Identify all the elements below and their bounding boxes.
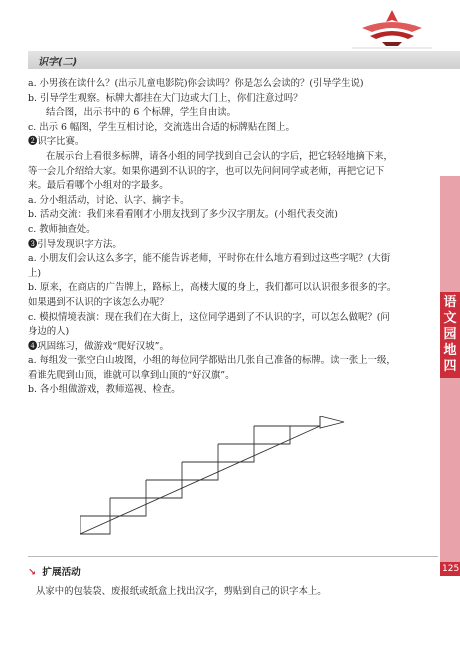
side-strip-bottom — [440, 378, 460, 562]
line-11: a. 小朋友们会认这么多字，能不能告诉老师，平时你在什么地方看到过这些字呢？(大街上) — [28, 253, 391, 279]
section-title: 识字(二) — [38, 57, 78, 68]
line-4: c. 出示 6 幅图，学生互相讨论，交流选出合适的标牌贴在图上。 — [28, 121, 295, 133]
page-number: 125 — [440, 562, 460, 576]
line-6: 在展示台上看很多标牌，请各小组的同学找到自己会认的字后，把它轻轻地摘下来，等一会儿介绍给大家。如果你遇到不认识的字，也可以先问问同学或老师，再把它记下来。最后看哪个小组对的字最多。 — [28, 150, 393, 192]
unit-char-1: 语 — [443, 295, 457, 310]
line-16: b. 各小组做游戏，教师巡视、检查。 — [28, 384, 181, 396]
line-13: c. 模拟情境表演：现在我们在大街上，这位同学遇到了不认识的字，可以怎么做呢？(问身边的人) — [28, 311, 390, 338]
line-3: 结合图，出示书中的 6 个标牌，学生自由读。 — [46, 107, 237, 119]
line-15: a. 每组发一张空白山坡图，小组的每位同学都贴出几张自己准备的标牌。读一张上一级，看谁先爬到山顶，谁就可以拿到山顶的“好汉旗”。 — [28, 355, 396, 381]
logo-emblem — [352, 6, 432, 50]
line-2: b. 引导学生观察。标牌大都挂在大门边或大门上，你们注意过吗？ — [28, 92, 303, 104]
line-1: a. 小男孩在读什么？(出示儿童电影院)你会读吗？你是怎么会读的？(引导学生说) — [28, 78, 364, 89]
step-4-heading: ❹巩固练习，做游戏“爬好汉坡”。 — [28, 340, 169, 352]
line-8: b. 活动交流：我们来看看刚才小朋友找到了多少汉字朋友。(小组代表交流) — [28, 209, 338, 221]
unit-char-3: 园 — [443, 327, 457, 342]
extension-divider — [28, 556, 438, 557]
extension-heading — [28, 564, 81, 578]
unit-char-5: 四 — [443, 359, 457, 374]
unit-char-2: 文 — [443, 311, 457, 326]
extension-body: 从家中的包装袋、废报纸或纸盒上找出汉字，剪贴到自己的识字本上。 — [36, 586, 327, 597]
arrow-icon: ↘ — [28, 567, 37, 578]
line-7: a. 分小组活动，讨论、认字、摘字卡。 — [28, 194, 190, 206]
line-12: b. 原来，在商店的广告牌上，路标上，高楼大厦的身上，我们都可以认识很多很多的字。如果遇到不认识的字该怎么办呢？ — [28, 282, 397, 308]
step-3-heading: ❸引导发现识字方法。 — [28, 238, 122, 250]
lesson-text — [28, 77, 398, 398]
staircase-diagram — [80, 416, 350, 538]
line-9: c. 教师抽查处。 — [28, 223, 96, 235]
side-strip-top — [440, 176, 460, 292]
step-2-heading: ❷识字比赛。 — [28, 136, 85, 148]
extension-title: 扩展活动 — [42, 567, 81, 578]
section-header-bar — [28, 51, 460, 69]
unit-side-tab — [440, 292, 460, 378]
unit-char-4: 地 — [443, 343, 457, 358]
